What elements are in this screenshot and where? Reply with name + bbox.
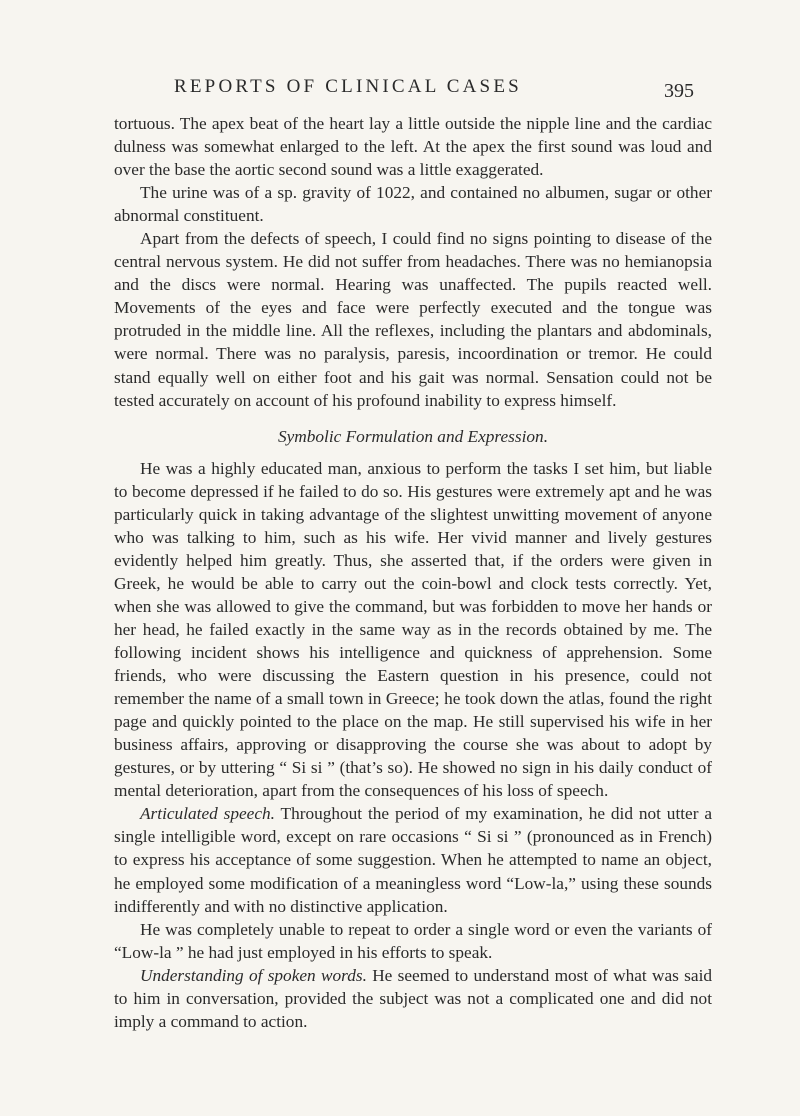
paragraph-heart-findings: tortuous. The apex beat of the heart lay a little outside the nipple line and the cardiac dulness was somewhat enlarged to the left. At the apex the first sound was loud and over the base the aortic second sound was a little exaggerated. (114, 114, 712, 180)
page-header (174, 76, 694, 104)
paragraph-nervous-system: Apart from the defects of speech, I could find no signs pointing to disease of the central nervous system. He did not suffer from headaches. There was no hemianopsia and the discs were normal. Hearing was unaffected. The pupils reacted well. Movements of the eyes and face were perfectly executed and the tongue was protruded in the middle line. All the reflexes, including the plantars and abdominals, were normal. There was no paralysis, paresis, incoordination or tremor. He could stand equally well on either foot and his gait was normal. Sensation could not be tested accurately on account of his profound inability to express himself. (114, 229, 712, 410)
run-in-heading-understanding: Understanding of spoken words. (140, 965, 367, 985)
run-in-heading-articulated-speech: Articulated speech. (140, 804, 275, 824)
paragraph-articulated-speech-text: Throughout the period of my examination, he did not utter a single intelligible word, except on rare occasions “ Si si ” (pronounced as in French) to express his acceptance of some suggestion. When he attempted to name an object, he employed some modification of a meaningless word “Low-la,” using these sounds indifferently and with no distinctive application. (114, 804, 712, 916)
body-text (114, 112, 712, 1033)
paragraph-articulated-speech (114, 802, 712, 917)
paragraph-understanding-text: He seemed to understand most of what was said to him in conversation, provided the subject was not a complicated one and did not imply a command to action. (114, 965, 713, 1031)
paragraph-repetition: He was completely unable to repeat to order a single word or even the variants of “Low-la ” he had just employed in his efforts to speak. (114, 919, 712, 962)
paragraph-understanding (114, 964, 712, 1033)
running-head: REPORTS OF CLINICAL CASES (174, 76, 522, 97)
section-title: Symbolic Formulation and Expression. (277, 426, 549, 446)
paragraph-urine: The urine was of a sp. gravity of 1022, and contained no albumen, sugar or other abnormal constituent. (114, 183, 712, 226)
paragraph-gestures: He was a highly educated man, anxious to perform the tasks I set him, but liable to become depressed if he failed to do so. His gestures were extremely apt and he was particularly quick in taking advantage of the slightest unwitting movement of anyone who was talking to him, such as his wife. Her vivid manner and lively gestures evidently helped him greatly. Thus, she asserted that, if the orders were given in Greek, he would be able to carry out the coin-bowl and clock tests correctly. Yet, when she was allowed to give the command, but was forbidden to move her hands or her head, he failed exactly in the same way as in the records obtained by me. The following incident shows his intelligence and quickness of apprehension. Some friends, who were discussing the Eastern question in his presence, could not remember the name of a small town in Greece; he took down the atlas, found the right page and quickly pointed to the place on the map. He still supervised his wife in her business affairs, approving or disapproving the course she was about to adopt by gestures, or by uttering “ Si si ” (that’s so). He showed no sign in his daily conduct of mental deterioration, apart from the consequences of his loss of speech. (114, 458, 712, 801)
page-number: 395 (664, 80, 694, 102)
